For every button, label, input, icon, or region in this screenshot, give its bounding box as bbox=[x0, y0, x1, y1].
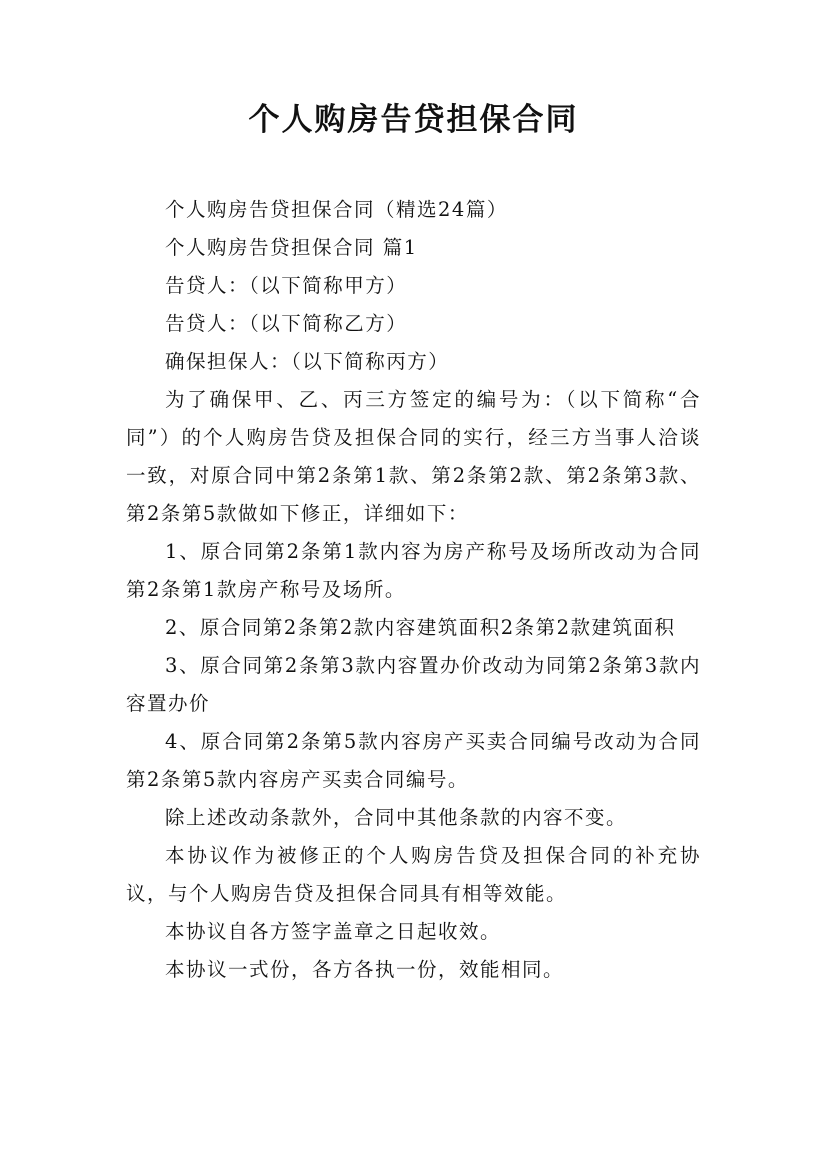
paragraph: 告贷人：（以下简称甲方） bbox=[165, 274, 408, 297]
paragraph: 1、原合同第2条第1款内容为房产称号及场所改动为合同第2条第1款房产称号及场所。 bbox=[126, 540, 701, 601]
paragraph: 为了确保甲、乙、丙三方签定的编号为：（以下简称“合同”）的个人购房告贷及担保合同的实行，经三方当事人洽谈一致，对原合同中第2条第1款、第2条第2款、第2条第3款、第2条第5款做如下修正，详细如下： bbox=[126, 388, 701, 525]
document-body bbox=[126, 191, 701, 989]
paragraph: 本协议自各方签字盖章之日起收效。 bbox=[165, 920, 502, 943]
paragraph: 个人购房告贷担保合同（精选24篇） bbox=[165, 198, 508, 221]
paragraph: 本协议作为被修正的个人购房告贷及担保合同的补充协议，与个人购房告贷及担保合同具有相等效能。 bbox=[126, 844, 701, 905]
paragraph: 个人购房告贷担保合同 篇1 bbox=[165, 236, 418, 259]
paragraph: 2、原合同第2条第2款内容建筑面积2条第2款建筑面积 bbox=[165, 616, 676, 639]
paragraph: 3、原合同第2条第3款内容置办价改动为同第2条第3款内容置办价 bbox=[126, 654, 701, 715]
document-title: 个人购房告贷担保合同 bbox=[248, 102, 579, 138]
paragraph: 除上述改动条款外，合同中其他条款的内容不变。 bbox=[165, 806, 628, 829]
paragraph: 4、原合同第2条第5款内容房产买卖合同编号改动为合同第2条第5款内容房产买卖合同编号。 bbox=[126, 730, 701, 791]
paragraph: 本协议一式份，各方各执一份，效能相同。 bbox=[165, 958, 565, 981]
paragraph: 确保担保人：（以下简称丙方） bbox=[165, 350, 450, 373]
paragraph: 告贷人：（以下简称乙方） bbox=[165, 312, 408, 335]
